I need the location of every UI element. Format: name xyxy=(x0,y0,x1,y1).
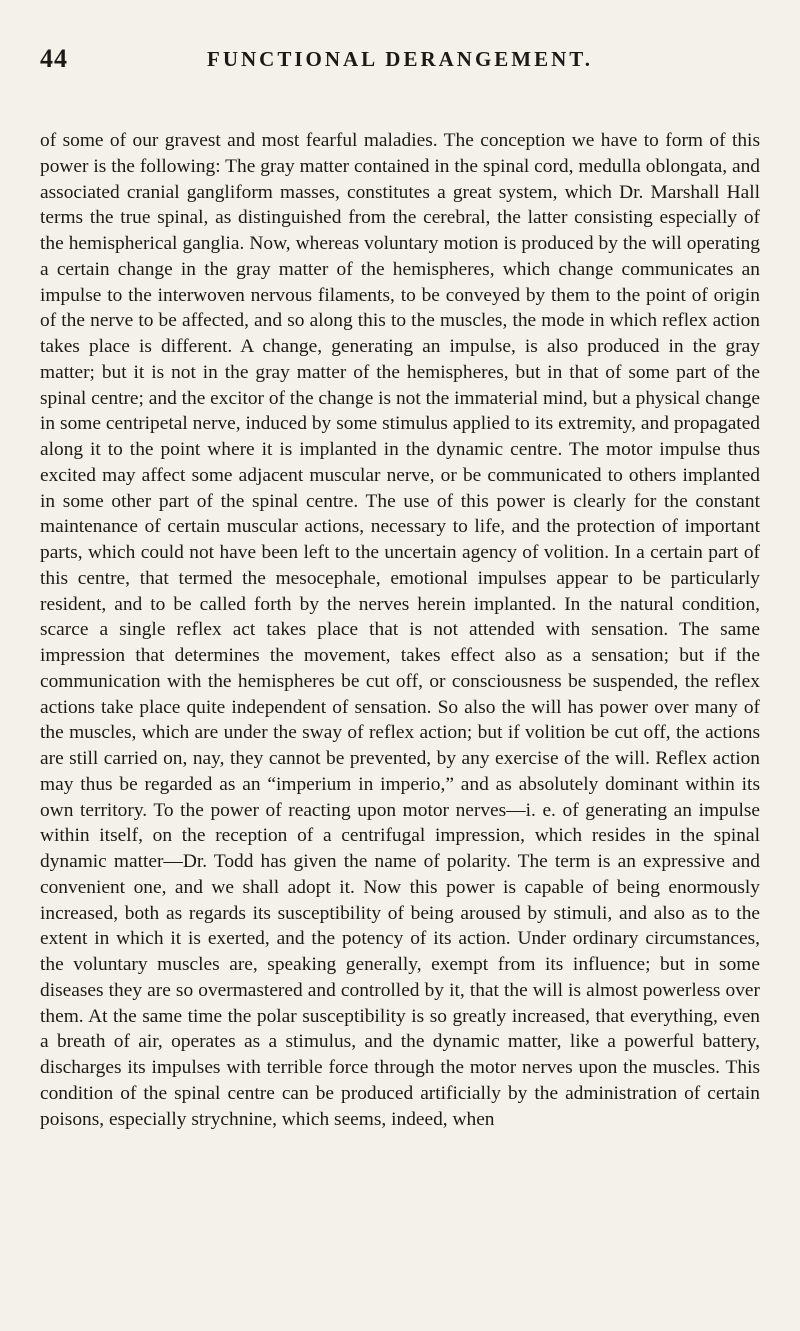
paragraph: of some of our gravest and most fearful maladies. The conception we have to form of this power is the following: The gray matter contained in the spinal cord, medulla oblongata, and associated cranial gangliform masses, constitutes a great system, which Dr. Marshall Hall terms the true spinal, as distinguished from the cerebral, the latter consisting especially of the hemispherical ganglia. Now, whereas voluntary motion is produced by the will operating a certain change in the gray matter of the hemispheres, which change communicates an impulse to the interwoven nervous filaments, to be conveyed by them to the point of origin of the nerve to be affected, and so along this to the muscles, the mode in which reflex action takes place is different. A change, generating an impulse, is also produced in the gray matter; but it is not in the gray matter of the hemispheres, but in that of some part of the spinal centre; and the excitor of the change is not the immaterial mind, but a physical change in some centripetal nerve, induced by some stimulus applied to its extremity, and propagated along it to the point where it is implanted in the dynamic centre. The motor impulse thus excited may affect some adjacent muscular nerve, or be communicated to others implanted in some other part of the spinal centre. The use of this power is clearly for the constant maintenance of certain muscular actions, necessary to life, and the protection of important parts, which could not have been left to the uncertain agency of volition. In a certain part of this centre, that termed the mesocephale, emotional impulses appear to be particularly resident, and to be called forth by the nerves herein implanted. In the natural condition, scarce a single reflex act takes place that is not attended with sensation. The same impression that determines the movement, takes effect also as a sensation; but if the communication with the hemispheres be cut off, or consciousness be suspended, the reflex actions take place quite independent of sensation. So also the will has power over many of the muscles, which are under the sway of reflex action; but if volition be cut off, the actions are still carried on, nay, they cannot be prevented, by any exercise of the will. Reflex action may thus be regarded as an “imperium in imperio,” and as absolutely dominant within its own territory. To the power of reacting upon motor nerves—i. e. of generating an impulse within itself, on the reception of a centrifugal impression, which resides in the spinal dynamic matter—Dr. Todd has given the name of polarity. The term is an expressive and convenient one, and we shall adopt it. Now this power is capable of being enormously increased, both as regards its susceptibility of being aroused by stimuli, and also as to the extent in which it is exerted, and the potency of its action. Under ordinary circumstances, the voluntary muscles are, speaking generally, exempt from its influence; but in some diseases they are so overmastered and controlled by it, that the will is almost powerless over them. At the same time the polar susceptibility is so greatly increased, that everything, even a breath of air, operates as a stimulus, and the dynamic matter, like a powerful battery, discharges its impulses with terrible force through the motor nerves upon the muscles. This condition of the spinal centre can be produced artificially by the administration of certain poisons, especially strychnine, which seems, indeed, when xyxy=(40,130,760,1130)
running-head: FUNCTIONAL DERANGEMENT. xyxy=(207,47,593,71)
body-text xyxy=(40,128,760,1318)
page-number: 44 xyxy=(40,44,68,73)
page-header xyxy=(40,44,760,84)
